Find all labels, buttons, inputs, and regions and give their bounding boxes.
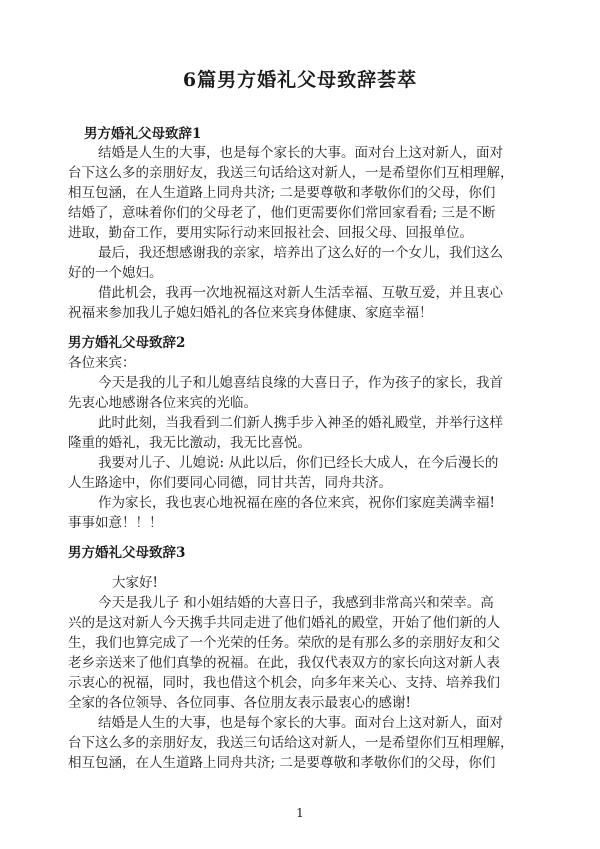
section-heading-2: 男方婚礼父母致辞2 — [68, 335, 186, 351]
paragraph-line: 老乡亲送来了他们真挚的祝福。在此，我仅代表双方的家长向这对新人表 — [68, 655, 500, 671]
paragraph-line: 今天是我的儿子和儿媳喜结良缘的大喜日子，作为孩子的家长，我首 — [98, 375, 503, 391]
paragraph-line: 人生路途中，你们要同心同德，同甘共苦，同舟共济。 — [68, 475, 392, 491]
paragraph-line: 各位来宾： — [68, 355, 136, 371]
section-heading-3: 男方婚礼父母致辞3 — [68, 545, 186, 561]
paragraph-line: 大家好! — [112, 575, 158, 591]
page-number: 1 — [296, 806, 304, 820]
paragraph-line: 进取，勤奋工作，要用实际行动来回报社会、回报父母、回报单位。 — [68, 225, 473, 241]
paragraph-line: 作为家长，我也衷心地祝福在座的各位来宾，祝你们家庭美满幸福! — [98, 495, 495, 511]
paragraph-line: 好的一个媳妇。 — [68, 265, 163, 281]
paragraph-line: 隆重的婚礼，我无比激动，我无比喜悦。 — [68, 435, 311, 451]
paragraph-line: 台下这么多的亲朋好友，我送三句话给这对新人，一是希望你们互相理解， — [68, 735, 514, 751]
document-title: 6篇男方婚礼父母致辞荟萃 — [182, 69, 418, 91]
paragraph-line: 生，我们也算完成了一个光荣的任务。荣欣的是有那么多的亲朋好友和父 — [68, 635, 500, 651]
paragraph-line: 相互包涵，在人生道路上同舟共济; 二是要尊敬和孝敬你们的父母，你们 — [68, 755, 496, 771]
paragraph-line: 事事如意！！！ — [68, 515, 163, 531]
paragraph-line: 兴的是这对新人今天携手共同走进了他们婚礼的殿堂，开始了他们新的人 — [68, 615, 500, 631]
paragraph-line: 相互包涵，在人生道路上同舟共济; 二是要尊敬和孝敬你们的父母，你们 — [68, 185, 496, 201]
paragraph-line: 示衷心的祝福，同时，我也借这个机会，向多年来关心、支持、培养我们 — [68, 675, 500, 691]
paragraph-line: 最后，我还想感谢我的亲家，培养出了这么好的一个女儿，我们这么 — [98, 245, 503, 261]
paragraph-line: 结婚是人生的大事，也是每个家长的大事。面对台上这对新人，面对 — [98, 145, 503, 161]
paragraph-line: 此时此刻，当我看到二们新人携手步入神圣的婚礼殿堂，并举行这样 — [98, 415, 503, 431]
paragraph-line: 先衷心地感谢各位来宾的光临。 — [68, 395, 257, 411]
paragraph-line: 全家的各位领导、各位同事、各位朋友表示最衷心的感谢! — [68, 695, 411, 711]
paragraph-line: 我要对儿子、儿媳说: 从此以后，你们已经长大成人，在今后漫长的 — [98, 455, 499, 471]
paragraph-line: 结婚了，意味着你们的父母老了，他们更需要你们常回家看看; 三是不断 — [68, 205, 496, 221]
section-heading-1: 男方婚礼父母致辞1 — [84, 126, 202, 142]
paragraph-line: 今天是我儿子 和小姐结婚的大喜日子，我感到非常高兴和荣幸。高 — [98, 595, 494, 611]
paragraph-line: 借此机会，我再一次地祝福这对新人生活幸福、互敬互爱，并且衷心 — [98, 285, 503, 301]
paragraph-line: 祝福来参加我儿子媳妇婚礼的各位来宾身体健康、家庭幸福！ — [68, 305, 433, 321]
paragraph-line: 台下这么多的亲朋好友，我送三句话给这对新人，一是希望你们互相理解， — [68, 165, 514, 181]
paragraph-line: 结婚是人生的大事，也是每个家长的大事。面对台上这对新人，面对 — [98, 715, 503, 731]
